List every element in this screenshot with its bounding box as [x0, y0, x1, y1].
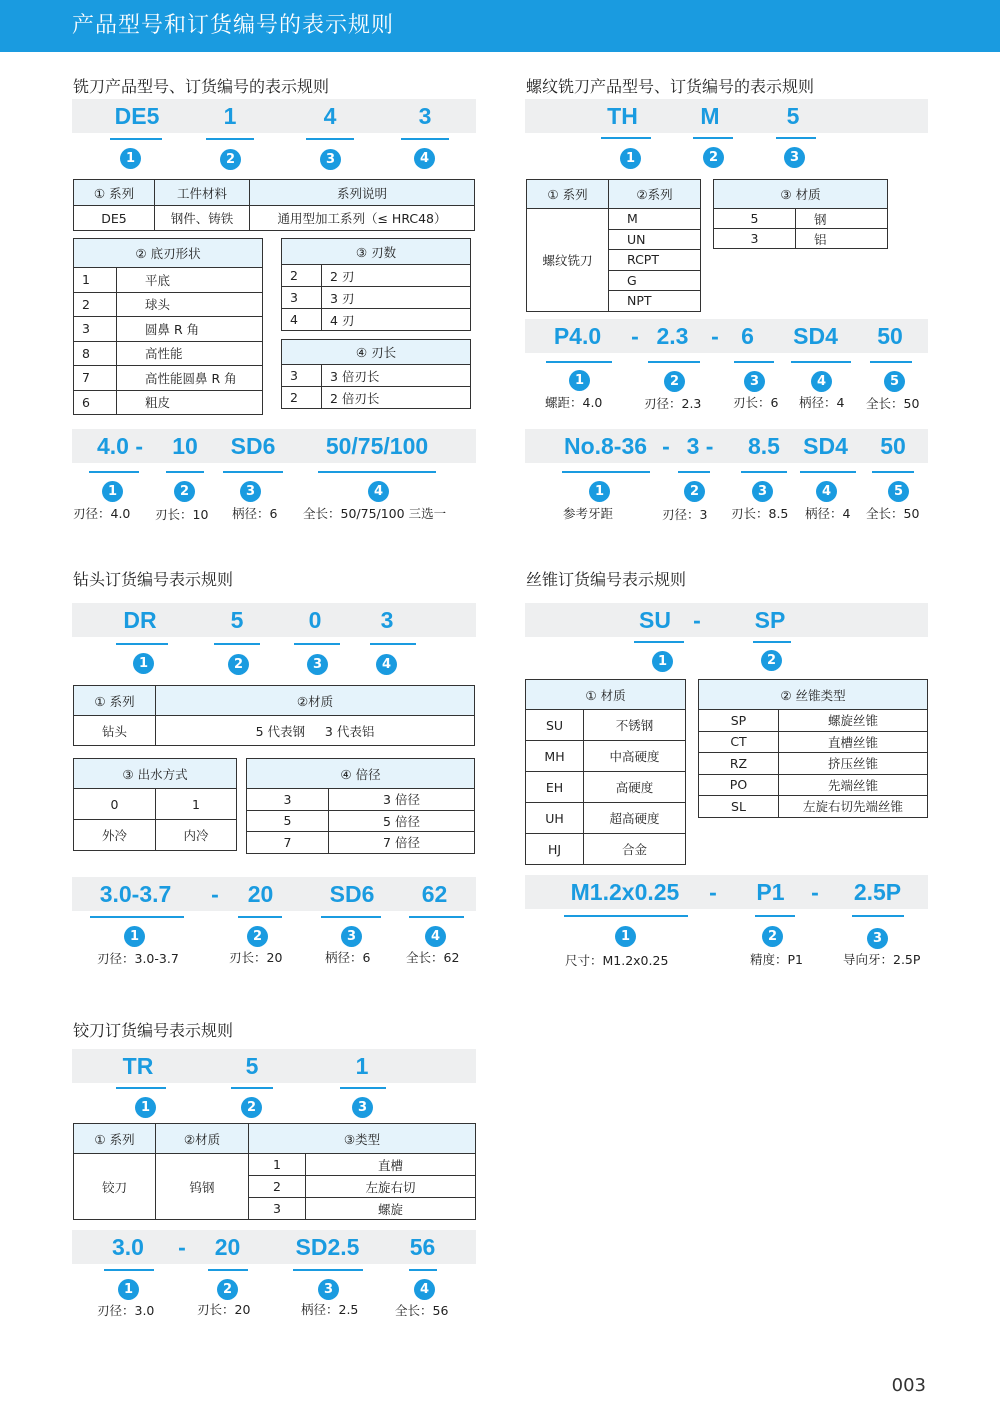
- mill-code-1: DE5: [114, 103, 160, 129]
- thread-series-table: [526, 179, 701, 312]
- thread-underline-2: [693, 137, 733, 139]
- thread-marker-1: 1: [620, 148, 641, 169]
- drill-order-caption-2: 刃长：20: [229, 950, 283, 965]
- table-cell: 2: [282, 265, 322, 287]
- tap-marker-1: 1: [652, 651, 673, 672]
- thread-order2-code-4: SD4: [803, 433, 848, 459]
- table-header: ① 材质: [526, 680, 686, 710]
- mill-order-marker-1: 1: [102, 481, 123, 502]
- reamer-table: [73, 1123, 476, 1220]
- thread-order1-code-5: 50: [877, 323, 903, 349]
- tap-code-bar: [525, 603, 928, 637]
- table-cell: 外冷: [74, 820, 156, 851]
- table-cell: 钨钢: [156, 1154, 249, 1220]
- table-header: ② 底刃形状: [74, 239, 263, 268]
- thread-order1-code-3: 6: [741, 323, 754, 349]
- mill-order-code-1: 4.0 -: [96, 433, 144, 459]
- thread-order1-underline-5: [870, 361, 912, 363]
- mill-order-marker-4: 4: [368, 481, 389, 502]
- table-cell: UH: [526, 803, 584, 834]
- table-cell: M: [609, 209, 701, 230]
- table-cell: 左旋右切: [306, 1176, 476, 1198]
- table-header: ④ 刃长: [282, 340, 471, 365]
- thread-marker-3: 3: [784, 147, 805, 168]
- mill-underline-2: [206, 138, 254, 140]
- thread-order2-underline-4: [800, 471, 856, 473]
- thread-material-table: [713, 179, 888, 249]
- reamer-order-marker-4: 4: [414, 1279, 435, 1300]
- reamer-code-2: 5: [245, 1053, 259, 1079]
- reamer-section-title: 铰刀订货编号表示规则: [73, 1021, 234, 1040]
- tap-order-caption-2: 精度：P1: [750, 952, 803, 967]
- drill-order-code-1: 3.0-3.7: [99, 881, 172, 907]
- mill-order-caption-1: 刃径：4.0: [73, 506, 131, 521]
- table-cell: 超高硬度: [584, 803, 686, 834]
- thread-order1-underline-4: [791, 361, 851, 363]
- reamer-code-1: TR: [122, 1053, 154, 1079]
- reamer-underline-1: [116, 1087, 166, 1089]
- table-cell: 5: [714, 209, 796, 229]
- table-header: ③ 材质: [714, 180, 888, 209]
- thread-order2-code-5: 50: [880, 433, 906, 459]
- drill-order-underline-3: [321, 916, 381, 918]
- mill-flutes-table: [281, 238, 471, 331]
- reamer-order-caption-2: 刃长：20: [197, 1302, 251, 1317]
- drill-code-2: 5: [230, 607, 244, 633]
- table-cell: 中高硬度: [584, 741, 686, 772]
- reamer-order-underline-1: [104, 1269, 154, 1271]
- table-header: ① 系列: [74, 686, 156, 716]
- table-cell: SL: [699, 796, 779, 818]
- drill-order-caption-1: 刃径：3.0-3.7: [97, 951, 179, 966]
- table-cell: 1: [74, 268, 117, 293]
- drill-code-4: 3: [380, 607, 394, 633]
- table-header: ③类型: [249, 1124, 476, 1154]
- mill-section-title: 铣刀产品型号、订货编号的表示规则: [73, 77, 330, 96]
- thread-order1-underline-1: [546, 361, 612, 363]
- tap-order-underline-1: [564, 915, 688, 917]
- table-cell: 平底: [117, 268, 263, 293]
- drill-underline-2: [214, 643, 260, 645]
- reamer-order-code-3: SD2.5: [295, 1234, 360, 1260]
- thread-order1-caption-3: 刃长：6: [733, 395, 779, 410]
- drill-code-1: DR: [123, 607, 157, 633]
- mill-order-code-3: SD6: [230, 433, 276, 459]
- table-cell: 通用型加工系列（≤ HRC48）: [250, 206, 475, 231]
- tap-order-caption-1: 尺寸：M1.2x0.25: [565, 953, 669, 968]
- thread-order1-code-1: P4.0: [553, 323, 602, 349]
- table-cell: RCPT: [609, 250, 701, 271]
- table-header: ③ 刃数: [282, 239, 471, 265]
- table-cell: 3: [247, 789, 329, 811]
- thread-order1-caption-4: 柄径：4: [799, 395, 845, 410]
- mill-code-2: 1: [223, 103, 237, 129]
- table-cell: 1: [249, 1154, 306, 1176]
- drill-order-dash: -: [211, 881, 219, 907]
- table-cell: 球头: [117, 292, 263, 317]
- table-cell: 钻头: [74, 716, 156, 746]
- drill-order-underline-2: [238, 916, 282, 918]
- mill-code-4: 3: [418, 103, 432, 129]
- table-cell: 2: [74, 292, 117, 317]
- thread-order2-code-1: No.8-36: [563, 433, 648, 459]
- table-cell: 7: [74, 366, 117, 391]
- table-cell: PO: [699, 774, 779, 796]
- tap-order-marker-3: 3: [867, 928, 888, 949]
- mill-order-code-2: 10: [172, 433, 198, 459]
- thread-order2-marker-2: 2: [684, 481, 705, 502]
- thread-order2-dash: -: [662, 433, 670, 459]
- table-cell: 7 倍径: [329, 832, 475, 854]
- table-header: 工件材料: [155, 180, 250, 206]
- table-cell: 内冷: [156, 820, 237, 851]
- drill-order-marker-2: 2: [247, 926, 268, 947]
- thread-code-2: M: [700, 103, 720, 129]
- tap-code-1: SU: [639, 607, 671, 633]
- thread-order1-marker-5: 5: [884, 371, 905, 392]
- table-cell: 左旋右切先端丝锥: [779, 796, 928, 818]
- thread-order2-marker-4: 4: [816, 481, 837, 502]
- table-header: ②材质: [156, 1124, 249, 1154]
- table-cell: SP: [699, 710, 779, 732]
- tap-order-code-2: P1: [756, 879, 785, 905]
- mill-marker-3: 3: [320, 149, 341, 170]
- mill-order-code-4: 50/75/100: [325, 433, 429, 459]
- table-cell: 粗皮: [117, 390, 263, 415]
- table-cell: CT: [699, 731, 779, 753]
- thread-marker-2: 2: [703, 147, 724, 168]
- drill-underline-1: [116, 643, 168, 645]
- drill-order-marker-1: 1: [124, 926, 145, 947]
- table-cell: 3 倍径: [329, 789, 475, 811]
- mill-order-underline-3: [223, 471, 283, 473]
- table-cell: 8: [74, 341, 117, 366]
- table-cell: 3 倍刃长: [322, 365, 471, 387]
- table-cell: UN: [609, 229, 701, 250]
- thread-order2-caption-2: 刃径：3: [662, 507, 708, 522]
- reamer-order-marker-2: 2: [217, 1279, 238, 1300]
- drill-marker-4: 4: [376, 654, 397, 675]
- mill-length-table: [281, 339, 471, 409]
- table-cell: 2: [282, 387, 322, 409]
- table-cell: G: [609, 270, 701, 291]
- table-cell: 2 倍刃长: [322, 387, 471, 409]
- thread-order1-dash-2: -: [711, 323, 719, 349]
- thread-order1-caption-5: 全长：50: [866, 396, 920, 411]
- table-cell: 3: [249, 1198, 306, 1220]
- thread-order2-marker-5: 5: [888, 481, 909, 502]
- tap-order-dash-1: -: [709, 879, 717, 905]
- drill-marker-3: 3: [307, 654, 328, 675]
- reamer-order-underline-4: [409, 1269, 437, 1271]
- drill-series-table: [73, 685, 475, 746]
- table-cell: HJ: [526, 834, 584, 865]
- table-cell: 3: [282, 365, 322, 387]
- table-cell: 4: [282, 309, 322, 331]
- thread-underline-1: [601, 137, 651, 139]
- thread-order1-caption-1: 螺距：4.0: [545, 395, 603, 410]
- tap-order-code-1: M1.2x0.25: [570, 879, 680, 905]
- table-cell: 3: [74, 317, 117, 342]
- drill-section-title: 钻头订货编号表示规则: [73, 570, 234, 589]
- mill-order-marker-2: 2: [174, 481, 195, 502]
- mill-order-caption-4: 全长：50/75/100 三选一: [303, 506, 447, 521]
- thread-order1-dash-1: -: [631, 323, 639, 349]
- mill-order-underline-2: [166, 471, 204, 473]
- mill-order-underline-1: [89, 471, 139, 473]
- mill-order-caption-2: 刃长：10: [155, 507, 209, 522]
- reamer-order-underline-2: [208, 1269, 248, 1271]
- table-cell: 3: [714, 229, 796, 249]
- table-header: ④ 倍径: [247, 759, 475, 789]
- drill-order-marker-4: 4: [425, 926, 446, 947]
- table-header: ③ 出水方式: [74, 759, 237, 789]
- table-cell: 7: [247, 832, 329, 854]
- drill-coolant-table: [73, 758, 237, 851]
- table-header: ②系列: [609, 180, 701, 209]
- tap-order-marker-1: 1: [615, 926, 636, 947]
- thread-order2-underline-3: [741, 471, 787, 473]
- thread-order2-underline-5: [872, 471, 914, 473]
- thread-order1-code-4: SD4: [793, 323, 838, 349]
- reamer-order-code-1: 3.0: [112, 1234, 144, 1260]
- drill-order-code-3: SD6: [329, 881, 375, 907]
- drill-underline-3: [294, 643, 340, 645]
- drill-order-code-4: 62: [421, 881, 448, 907]
- table-cell: 螺旋丝锥: [779, 710, 928, 732]
- thread-order1-marker-3: 3: [744, 371, 765, 392]
- thread-order1-marker-2: 2: [664, 371, 685, 392]
- thread-order2-underline-1: [562, 471, 650, 473]
- table-cell: SU: [526, 710, 584, 741]
- mill-marker-4: 4: [414, 148, 435, 169]
- thread-order2-caption-3: 刃长：8.5: [731, 506, 789, 521]
- reamer-order-underline-3: [293, 1269, 363, 1271]
- table-cell: 6: [74, 390, 117, 415]
- table-cell: 4 刃: [322, 309, 471, 331]
- thread-order2-caption-4: 柄径：4: [805, 506, 851, 521]
- tap-order-code-3: 2.5P: [853, 879, 902, 905]
- drill-order-underline-4: [409, 916, 464, 918]
- thread-order1-code-2: 2.3: [656, 323, 689, 349]
- reamer-marker-1: 1: [135, 1097, 156, 1118]
- thread-code-1: TH: [607, 103, 638, 129]
- mill-order-underline-4: [318, 471, 436, 473]
- table-cell: 3 刃: [322, 287, 471, 309]
- table-header: ②材质: [156, 686, 475, 716]
- thread-order2-code-3: 8.5: [748, 433, 780, 459]
- thread-order2-marker-3: 3: [752, 481, 773, 502]
- table-cell: DE5: [74, 206, 155, 231]
- table-cell: 铝: [796, 229, 888, 249]
- tap-code-dash: -: [693, 607, 701, 633]
- table-cell: 直槽: [306, 1154, 476, 1176]
- drill-order-caption-3: 柄径：6: [325, 950, 371, 965]
- table-cell: MH: [526, 741, 584, 772]
- table-cell: 5 代表钢 3 代表铝: [156, 716, 475, 746]
- table-header: 系列说明: [250, 180, 475, 206]
- tap-order-underline-3: [852, 915, 904, 917]
- reamer-code-3: 1: [355, 1053, 369, 1079]
- table-cell: 3: [282, 287, 322, 309]
- thread-section-title: 螺纹铣刀产品型号、订货编号的表示规则: [526, 77, 815, 96]
- reamer-order-caption-1: 刃径：3.0: [97, 1303, 155, 1318]
- drill-underline-4: [370, 643, 416, 645]
- thread-order2-marker-1: 1: [589, 481, 610, 502]
- reamer-order-code-4: 56: [409, 1234, 436, 1260]
- drill-code-3: 0: [308, 607, 322, 633]
- reamer-order-code-2: 20: [214, 1234, 241, 1260]
- mill-underline-1: [110, 138, 162, 140]
- tap-underline-2: [753, 641, 791, 643]
- table-cell: 螺纹铣刀: [527, 209, 609, 312]
- thread-order2-caption-1: 参考牙距: [563, 506, 614, 521]
- reamer-marker-2: 2: [241, 1097, 262, 1118]
- mill-order-marker-3: 3: [240, 481, 261, 502]
- table-cell: RZ: [699, 753, 779, 775]
- tap-material-table: [525, 679, 686, 865]
- table-cell: 挤压丝锥: [779, 753, 928, 775]
- table-cell: 铰刀: [74, 1154, 156, 1220]
- thread-order2-code-2: 3 -: [686, 433, 714, 459]
- table-cell: 钢: [796, 209, 888, 229]
- table-cell: 1: [156, 789, 237, 820]
- table-cell: 合金: [584, 834, 686, 865]
- page-header: 产品型号和订货编号的表示规则: [0, 0, 1000, 52]
- mill-shape-table: [73, 238, 263, 415]
- table-cell: NPT: [609, 291, 701, 312]
- tap-marker-2: 2: [761, 650, 782, 671]
- table-cell: 钢件、铸铁: [155, 206, 250, 231]
- drill-marker-2: 2: [228, 654, 249, 675]
- tap-underline-1: [634, 641, 684, 643]
- table-header: ② 丝锥类型: [699, 680, 928, 710]
- table-cell: 高性能: [117, 341, 263, 366]
- thread-code-3: 5: [786, 103, 800, 129]
- mill-underline-4: [401, 138, 449, 140]
- thread-order2-caption-5: 全长：50: [866, 506, 920, 521]
- reamer-order-caption-4: 全长：56: [395, 1303, 449, 1318]
- mill-underline-3: [306, 138, 354, 140]
- reamer-order-marker-3: 3: [318, 1279, 339, 1300]
- tap-type-table: [698, 679, 928, 818]
- tap-order-marker-2: 2: [762, 926, 783, 947]
- table-cell: 0: [74, 789, 156, 820]
- mill-order-caption-3: 柄径：6: [232, 506, 278, 521]
- mill-code-3: 4: [323, 103, 337, 129]
- tap-section-title: 丝锥订货编号表示规则: [526, 570, 687, 589]
- reamer-underline-3: [340, 1087, 386, 1089]
- drill-times-table: [246, 758, 475, 854]
- drill-marker-1: 1: [133, 653, 154, 674]
- reamer-order-dash: -: [178, 1234, 186, 1260]
- drill-order-caption-4: 全长：62: [406, 950, 460, 965]
- reamer-order-caption-3: 柄径：2.5: [301, 1302, 359, 1317]
- drill-order-code-2: 20: [247, 881, 274, 907]
- table-cell: 直槽丝锥: [779, 731, 928, 753]
- table-cell: 高性能圆鼻 R 角: [117, 366, 263, 391]
- reamer-underline-2: [231, 1087, 273, 1089]
- tap-order-dash-2: -: [811, 879, 819, 905]
- table-cell: 圆鼻 R 角: [117, 317, 263, 342]
- tap-code-2: SP: [754, 607, 786, 633]
- table-cell: 不锈钢: [584, 710, 686, 741]
- tap-order-caption-3: 导向牙：2.5P: [843, 952, 921, 967]
- thread-order1-caption-2: 刃径：2.3: [644, 396, 702, 411]
- thread-order1-marker-1: 1: [569, 370, 590, 391]
- table-header: ① 系列: [74, 1124, 156, 1154]
- table-cell: 2: [249, 1176, 306, 1198]
- thread-underline-3: [776, 137, 816, 139]
- table-cell: 高硬度: [584, 772, 686, 803]
- tap-order-underline-2: [755, 915, 795, 917]
- table-cell: 2 刃: [322, 265, 471, 287]
- thread-order1-underline-3: [734, 361, 774, 363]
- reamer-marker-3: 3: [352, 1097, 373, 1118]
- table-cell: 5: [247, 810, 329, 832]
- table-header: ① 系列: [527, 180, 609, 209]
- table-cell: 螺旋: [306, 1198, 476, 1220]
- drill-order-underline-1: [90, 916, 184, 918]
- reamer-order-marker-1: 1: [118, 1279, 139, 1300]
- thread-order1-underline-2: [648, 361, 700, 363]
- table-cell: 5 倍径: [329, 810, 475, 832]
- table-cell: EH: [526, 772, 584, 803]
- drill-order-marker-3: 3: [341, 926, 362, 947]
- mill-marker-2: 2: [220, 149, 241, 170]
- mill-marker-1: 1: [120, 148, 141, 169]
- thread-order2-underline-2: [678, 471, 710, 473]
- table-header: ① 系列: [74, 180, 155, 206]
- mill-series-table: [73, 179, 475, 231]
- page-number: 003: [891, 1375, 926, 1396]
- thread-order1-marker-4: 4: [811, 371, 832, 392]
- table-cell: 先端丝锥: [779, 774, 928, 796]
